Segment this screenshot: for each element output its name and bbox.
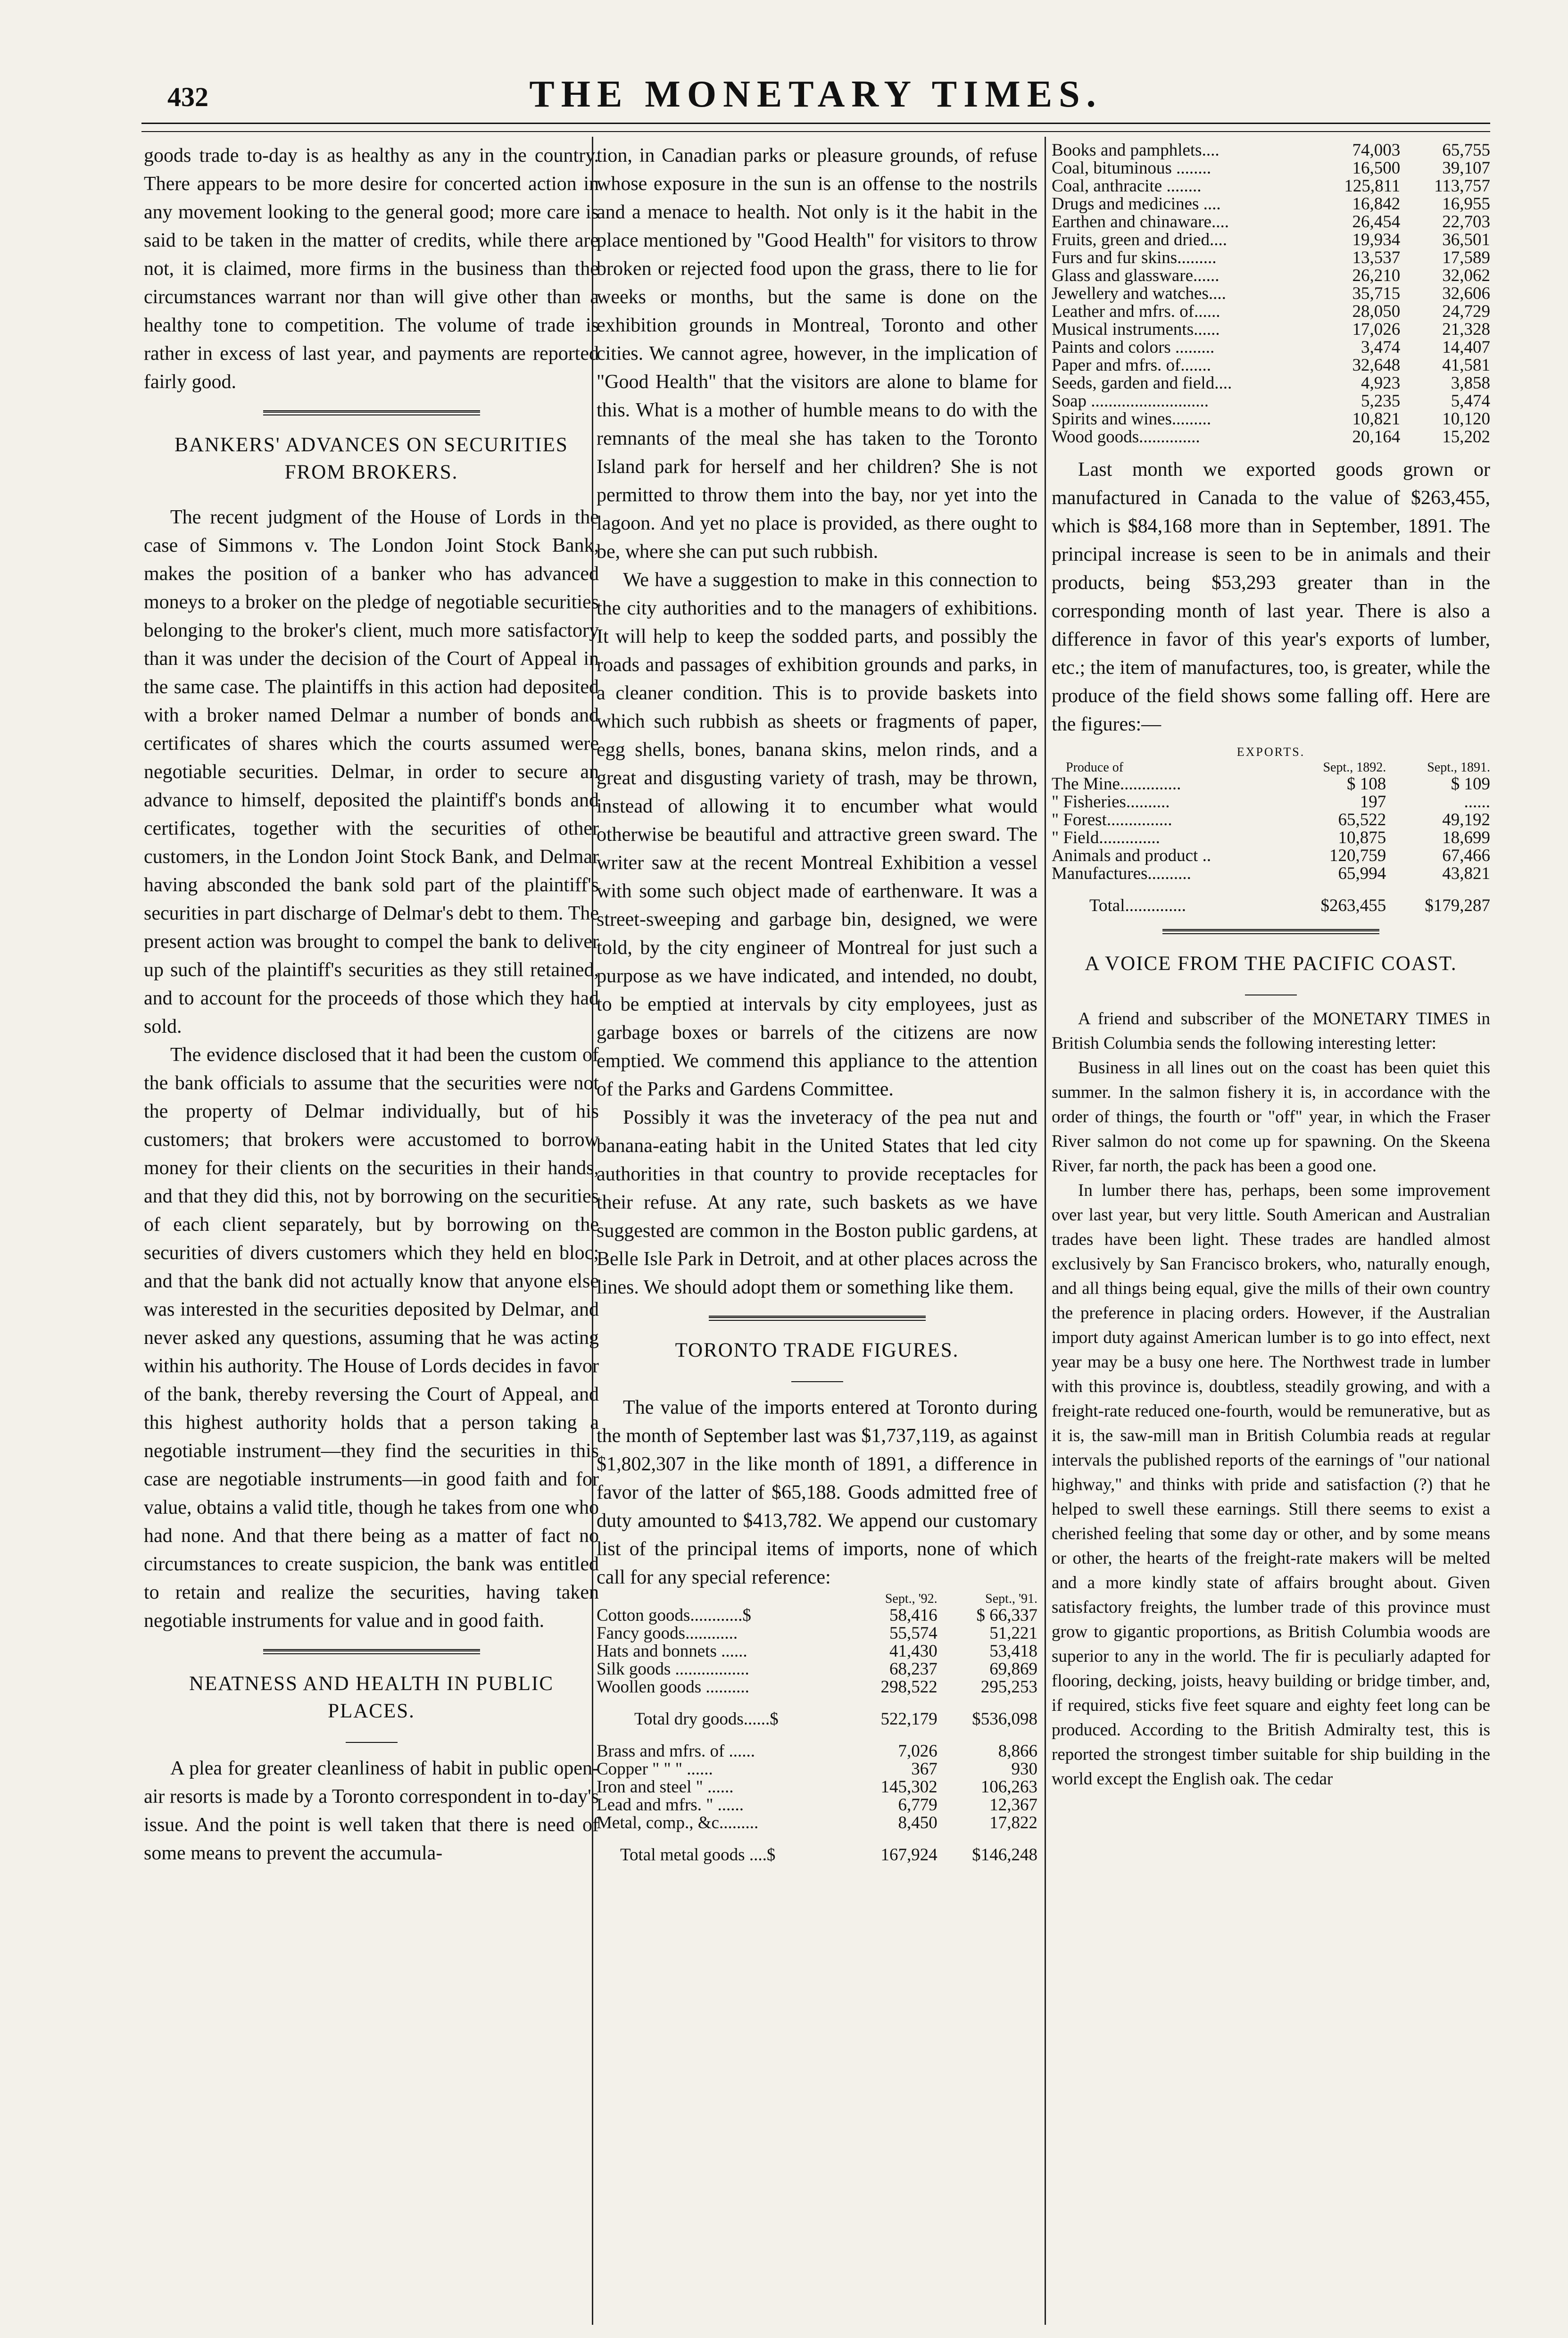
section-separator [263, 410, 480, 415]
table-row [1052, 159, 1490, 177]
row-label: Coal, anthracite ........ [1052, 176, 1202, 196]
row-label: Cotton goods............$ [597, 1606, 751, 1625]
cell-1891: 41,581 [1442, 356, 1490, 375]
paragraph: In lumber there has, perhaps, been some improvement over last year, but very little. South American and Australian trades have been light. These trades are handled almost exclusively by San Francisco brokers, who, naturally enough, and all things being equal, give the mills of their own country the preference in placing orders. However, if the Australian import duty against American lumber is to go into effect, next year may be a busy one here. The Northwest trade in lumber with this province is, doubtless, steadily growing, and with a freight-rate reduced one-fourth, would be remunerative, but as it is, the saw-mill man in British Columbia reads at regular intervals the published reports of the earnings of "our national highway," and thinks with pride and satisfaction (?) that he helped to swell these earnings. Still there seems to exist a cherished feeling that some day or other, and by some means or other, the hearts of the freight-rate makers will be melted and a more kindly state of affairs brought about. Given satisfactory freights, the lumber trade of this province must grow to gigantic proportions, as British Columbia woods are superior to any in the world. The fir is peculiarly adapted for flooring, decking, joists, heavy building or bridge timber, and, if required, sticks five feet square and eighty feet long can be produced. According to the British Admiralty test, this is reported the strongest timber suitable for ship building in the world except the English oak. The cedar [1052, 1181, 1490, 1789]
row-label: Total.............. [1089, 896, 1186, 915]
row-label: Glass and glassware...... [1052, 266, 1220, 285]
cell-1891: 113,757 [1434, 176, 1490, 196]
exports-table [1052, 760, 1490, 915]
cell-1891: 8,866 [998, 1741, 1037, 1761]
cell-1891: $ 66,337 [976, 1606, 1037, 1625]
table-row [597, 1778, 1037, 1796]
short-rule [791, 1381, 843, 1382]
cell-1891: 32,606 [1442, 284, 1490, 303]
table-row [1052, 195, 1490, 213]
paragraph: The evidence disclosed that it had been the custom of the bank officials to assume that the securities were not the property of Delmar individually, but of his customers; that brokers were accustomed to borrow money for their clients on the securities in their hands, and that they did this, not by borrowing on the securities of each client separately, but by borrowing on the securities of divers customers which they held en bloc; and that the bank did not actually know that anyone else was interested in the securities deposited by Delmar, and never asked any questions, assuming that he was acting within his authority. The House of Lords decides in favor of the bank, thereby reversing the Court of Appeal, and this highest authority holds that a person taking a negotiable instrument—they find the securities in this case are negotiable instruments—in good faith and for value, obtains a valid title, though he takes from one who had none. And that there being as a matter of fact no circumstances to create suspicion, the bank was entitled to retain and realize the securities, having taken negotiable instruments for value and in good faith. [144, 1044, 599, 1632]
header-cell: Sept., '91. [985, 1592, 1037, 1606]
row-label: " Fisheries.......... [1052, 792, 1170, 812]
row-label: Books and pamphlets.... [1052, 141, 1220, 160]
column-right [1052, 141, 1490, 1791]
paragraph: Business in all lines out on the coast has been quiet this summer. In the salmon fishery it is, in accordance with the order of things, the fourth or "off" year, in which the Fraser River salmon do not come up for spawning. On the Skeena River, far north, the pack has been a good one. [1052, 1058, 1490, 1176]
row-label: Drugs and medicines .... [1052, 194, 1221, 214]
table-row [597, 1607, 1037, 1625]
article-heading: NEATNESS AND HEALTH IN PUBLIC PLACES. [189, 1673, 554, 1722]
cell-1892: 28,050 [1352, 302, 1401, 321]
row-label: Paints and colors ......... [1052, 338, 1215, 357]
table-row [1052, 357, 1490, 374]
table-row [1052, 213, 1490, 231]
table-row [597, 1728, 1037, 1760]
cell-1891: 65,755 [1442, 141, 1490, 160]
row-label: Soap ........................... [1052, 391, 1209, 411]
cell-1892: 6,779 [898, 1795, 937, 1815]
article-heading: TORONTO TRADE FIGURES. [675, 1339, 959, 1361]
row-label: Fruits, green and dried.... [1052, 230, 1227, 249]
table-row [1052, 829, 1490, 847]
cell-1892: $ 108 [1347, 774, 1386, 794]
cell-1891: 24,729 [1442, 302, 1490, 321]
cell-1891: ...... [1464, 792, 1490, 812]
cell-1891: 22,703 [1442, 212, 1490, 232]
paragraph: Last month we exported goods grown or manufactured in Canada to the value of $263,455, which is $84,168 more than in September, 1891. The principal increase is seen to be in animals and their products, being $53,293 greater than in the corresponding month of last year. There is also a difference in favor of this year's exports of lumber, etc.; the item of manufactures, too, is greater, while the produce of the field shows some falling off. Here are the figures:— [1052, 459, 1490, 735]
cell-1891: 49,192 [1442, 810, 1490, 829]
cell-1892: 35,715 [1352, 284, 1401, 303]
cell-1892: 32,648 [1352, 356, 1401, 375]
row-label: Copper " " " ...... [597, 1759, 713, 1779]
header-cell: Sept., '92. [885, 1592, 937, 1606]
row-label: The Mine.............. [1052, 774, 1181, 794]
page-header [141, 71, 1490, 127]
row-label: Total metal goods ....$ [620, 1845, 776, 1865]
article-heading: A VOICE FROM THE PACIFIC COAST. [1085, 953, 1457, 975]
total-row [597, 1696, 1037, 1728]
paragraph: A plea for greater cleanliness of habit in public open-air resorts is made by a Toronto correspondent in to-day's issue. And the point is well taken that there is need of some means to prevent the accumula- [144, 1758, 599, 1864]
table-row [597, 1796, 1037, 1814]
table-caption: EXPORTS. [1236, 745, 1305, 759]
imports-table [597, 1592, 1037, 1864]
cell-1892: 13,537 [1352, 248, 1401, 267]
cell-1891: 17,822 [989, 1813, 1037, 1832]
cell-1892: 68,237 [889, 1659, 937, 1679]
article-continuation: goods trade to-day is as healthy as any in the country. There appears to be more desire for concerted action in any movement looking to the general good; more care is said to be taken in the matter of credits, while there are not, it is claimed, more firms in the business than the circumstances warrant nor than will give other than a healthy tone to competition. The volume of trade is rather in excess of last year, and payments are reported fairly good. [144, 145, 599, 393]
table-row [1052, 410, 1490, 428]
row-label: Hats and bonnets ...... [597, 1642, 747, 1661]
table-row [1052, 428, 1490, 446]
article-continuation: tion, in Canadian parks or pleasure grounds, of refuse whose exposure in the sun is an offense to the nostrils and a menace to health. Not only is it the habit in the place mentioned by "Good Health" for visitors to throw broken or rejected food upon the grass, there to lie for weeks or months, but the same is done on the exhibition grounds in Montreal, Toronto and other cities. We cannot agree, however, in the implication of "Good Health" that the visitors are alone to blame for this. What is a mother of humble means to do with the remnants of the meal she has taken to the Toronto Island park for herself and her children? She is not permitted to throw them into the bay, nor yet into the lagoon. And yet no place is provided, as there ought to be, where she can put such rubbish. [597, 145, 1037, 563]
cell-1892: 367 [911, 1759, 937, 1779]
cell-1891: 5,474 [1451, 391, 1490, 411]
cell-1891: 14,407 [1442, 338, 1490, 357]
cell-1892: 145,302 [880, 1777, 937, 1797]
row-label: Metal, comp., &c......... [597, 1813, 759, 1832]
header-rule [141, 123, 1490, 124]
cell-1892: 19,934 [1352, 230, 1401, 249]
table-row [597, 1625, 1037, 1642]
row-label: Silk goods ................. [597, 1659, 749, 1679]
table-row [1052, 249, 1490, 267]
cell-1891: $179,287 [1425, 896, 1490, 915]
paragraph: We have a suggestion to make in this connection to the city authorities and to the managers of exhibitions. It will help to keep the sodded parts, and possibly the roads and passages of exhibition grounds and parks, in a cleaner condition. This is to provide baskets into which such rubbish as sheets or fragments of paper, egg shells, bones, banana skins, melon rinds, and a great and disgusting variety of trash, may be thrown, instead of allowing it to encumber what would otherwise be beautiful and attractive green sward. The writer saw at the recent Montreal Exhibition a vessel with some such object made of earthenware. It was a street-sweeping and garbage bin, designed, we were told, by the city engineer of Montreal for just such a purpose as we have indicated, and intended, no doubt, to be emptied at intervals by city employees, just as garbage boxes or barrels of the citizens are now emptied. We commend this appliance to the attention of the Parks and Gardens Committee. [597, 569, 1037, 1100]
row-label: Earthen and chinaware.... [1052, 212, 1229, 232]
cell-1892: 65,994 [1338, 864, 1386, 883]
row-label: Animals and product .. [1052, 846, 1211, 865]
cell-1892: 10,875 [1338, 828, 1386, 847]
row-label: Leather and mfrs. of...... [1052, 302, 1220, 321]
cell-1892: 16,842 [1352, 194, 1401, 214]
cell-1892: 298,522 [880, 1677, 937, 1697]
cell-1891: 39,107 [1442, 158, 1490, 178]
section-separator [709, 1316, 926, 1321]
table-row [1052, 141, 1490, 159]
table-header [1052, 760, 1490, 775]
imports-table-continued [1052, 141, 1490, 446]
row-label: " Forest............... [1052, 810, 1172, 829]
row-label: Musical instruments...... [1052, 320, 1220, 339]
row-label: Spirits and wines......... [1052, 409, 1211, 429]
cell-1892: 17,026 [1352, 320, 1401, 339]
table-row [1052, 811, 1490, 829]
table-row [1052, 303, 1490, 321]
cell-1891: 32,062 [1442, 266, 1490, 285]
cell-1891: 21,328 [1442, 320, 1490, 339]
table-row [1052, 392, 1490, 410]
cell-1892: 8,450 [898, 1813, 937, 1832]
cell-1891: 17,589 [1442, 248, 1490, 267]
cell-1891: 12,367 [989, 1795, 1037, 1815]
cell-1891: 930 [1011, 1759, 1037, 1779]
cell-1891: 295,253 [980, 1677, 1037, 1697]
column-middle [597, 141, 1037, 1864]
table-row [1052, 339, 1490, 357]
section-separator [263, 1649, 480, 1654]
table-row [1052, 267, 1490, 285]
table-row [1052, 775, 1490, 793]
cell-1892: 522,179 [880, 1709, 937, 1729]
table-row [597, 1642, 1037, 1660]
cell-1891: 69,869 [989, 1659, 1037, 1679]
column-left [144, 141, 599, 1867]
cell-1892: 120,759 [1329, 846, 1386, 865]
table-row [1052, 793, 1490, 811]
paragraph: The recent judgment of the House of Lords in the case of Simmons v. The London Joint Stock Bank, makes the position of a banker who has advanced moneys to a broker on the pledge of negotiable securities belonging to the broker's client, much more satisfactory than it was under the decision of the Court of Appeal in the same case. The plaintiffs in this action had deposited with a broker named Delmar a number of bonds and certificates of shares which the courts assumed were negotiable securities. Delmar, in order to secure an advance to himself, deposited the plaintiff's bonds and certificates, together with the securities of other customers, in the London Joint Stock Bank, and Delmar having absconded the bank sold part of the plaintiff's securities in part discharge of Delmar's debt to them. The present action was brought to compel the bank to deliver up such of the plaintiff's securities as they still retained, and to account for the proceeds of those which they had sold. [144, 506, 599, 1037]
table-row [1052, 865, 1490, 883]
table-row [1052, 847, 1490, 865]
cell-1892: 197 [1360, 792, 1386, 812]
cell-1892: 20,164 [1352, 427, 1401, 447]
cell-1891: $536,098 [972, 1709, 1037, 1729]
cell-1891: 67,466 [1442, 846, 1490, 865]
header-cell [597, 1592, 849, 1607]
short-rule [346, 1742, 398, 1743]
row-label: Jewellery and watches.... [1052, 284, 1226, 303]
cell-1892: 41,430 [889, 1642, 937, 1661]
cell-1891: 36,501 [1442, 230, 1490, 249]
table-row [1052, 231, 1490, 249]
row-label: Woollen goods .......... [597, 1677, 749, 1697]
table-row [597, 1660, 1037, 1678]
page-number: 432 [167, 82, 208, 112]
masthead: THE MONETARY TIMES. [529, 74, 1103, 115]
header-cell: Produce of [1066, 760, 1124, 775]
cell-1892: 10,821 [1352, 409, 1401, 429]
row-label: Total dry goods......$ [634, 1709, 779, 1729]
table-header [597, 1592, 1037, 1607]
section-separator [1162, 929, 1379, 934]
cell-1891: 53,418 [989, 1642, 1037, 1661]
cell-1892: 4,923 [1361, 373, 1401, 393]
cell-1892: 3,474 [1361, 338, 1401, 357]
cell-1892: 55,574 [889, 1624, 937, 1643]
row-label: Fancy goods............ [597, 1624, 738, 1643]
cell-1892: 58,416 [889, 1606, 937, 1625]
paragraph: Possibly it was the inveteracy of the pea nut and banana-eating habit in the United States that led city authorities in that country to provide receptacles for their refuse. At any rate, such baskets as we have suggested are common in the Boston public gardens, at Belle Isle Park in Detroit, and at other places across the lines. We should adopt them or something like them. [597, 1107, 1037, 1298]
paragraph: The value of the imports entered at Toronto during the month of September last was $1,737,119, as against $1,802,307 in the like month of 1891, a difference in favor of the latter of $65,188. Goods admitted free of duty amounted to $413,782. We append our customary list of the principal items of imports, none of which call for any special reference: [597, 1397, 1037, 1588]
cell-1892: 26,210 [1352, 266, 1401, 285]
cell-1891: 51,221 [989, 1624, 1037, 1643]
cell-1891: 10,120 [1442, 409, 1490, 429]
cell-1891: 16,955 [1442, 194, 1490, 214]
row-label: Seeds, garden and field.... [1052, 373, 1232, 393]
table-row [1052, 374, 1490, 392]
row-label: Coal, bituminous ........ [1052, 158, 1211, 178]
cell-1891: 3,858 [1451, 373, 1490, 393]
header-rule-thin [141, 131, 1490, 132]
cell-1891: 18,699 [1442, 828, 1490, 847]
table-row [1052, 321, 1490, 339]
header-cell: Sept., 1891. [1427, 760, 1490, 775]
header-cell: Sept., 1892. [1323, 760, 1386, 775]
column-divider [1045, 137, 1046, 2325]
cell-1891: 106,263 [980, 1777, 1037, 1797]
table-row [1052, 285, 1490, 303]
cell-1892: 167,924 [880, 1845, 937, 1865]
row-label: Iron and steel " ...... [597, 1777, 734, 1797]
cell-1892: 74,003 [1352, 141, 1401, 160]
row-label: Brass and mfrs. of ...... [597, 1741, 755, 1761]
row-label: Paper and mfrs. of....... [1052, 356, 1211, 375]
total-row [1052, 883, 1490, 915]
cell-1892: 7,026 [898, 1741, 937, 1761]
cell-1891: $146,248 [972, 1845, 1037, 1865]
row-label: " Field.............. [1052, 828, 1160, 847]
cell-1892: 125,811 [1344, 176, 1401, 196]
cell-1891: 43,821 [1442, 864, 1490, 883]
cell-1892: $263,455 [1320, 896, 1386, 915]
cell-1892: 5,235 [1361, 391, 1401, 411]
article-heading: BANKERS' ADVANCES ON SECURITIES FROM BROKERS. [174, 434, 568, 483]
paragraph: A friend and subscriber of the MONETARY TIMES in British Columbia sends the following interesting letter: [1052, 1009, 1490, 1053]
cell-1892: 65,522 [1338, 810, 1386, 829]
row-label: Manufactures.......... [1052, 864, 1191, 883]
cell-1892: 16,500 [1352, 158, 1401, 178]
table-row [597, 1760, 1037, 1778]
table-row [597, 1678, 1037, 1696]
table-row [597, 1814, 1037, 1832]
row-label: Wood goods.............. [1052, 427, 1200, 447]
cell-1891: $ 109 [1451, 774, 1490, 794]
table-row [1052, 177, 1490, 195]
total-row [597, 1832, 1037, 1864]
cell-1892: 26,454 [1352, 212, 1401, 232]
cell-1891: 15,202 [1442, 427, 1490, 447]
row-label: Lead and mfrs. " ...... [597, 1795, 744, 1815]
row-label: Furs and fur skins......... [1052, 248, 1217, 267]
